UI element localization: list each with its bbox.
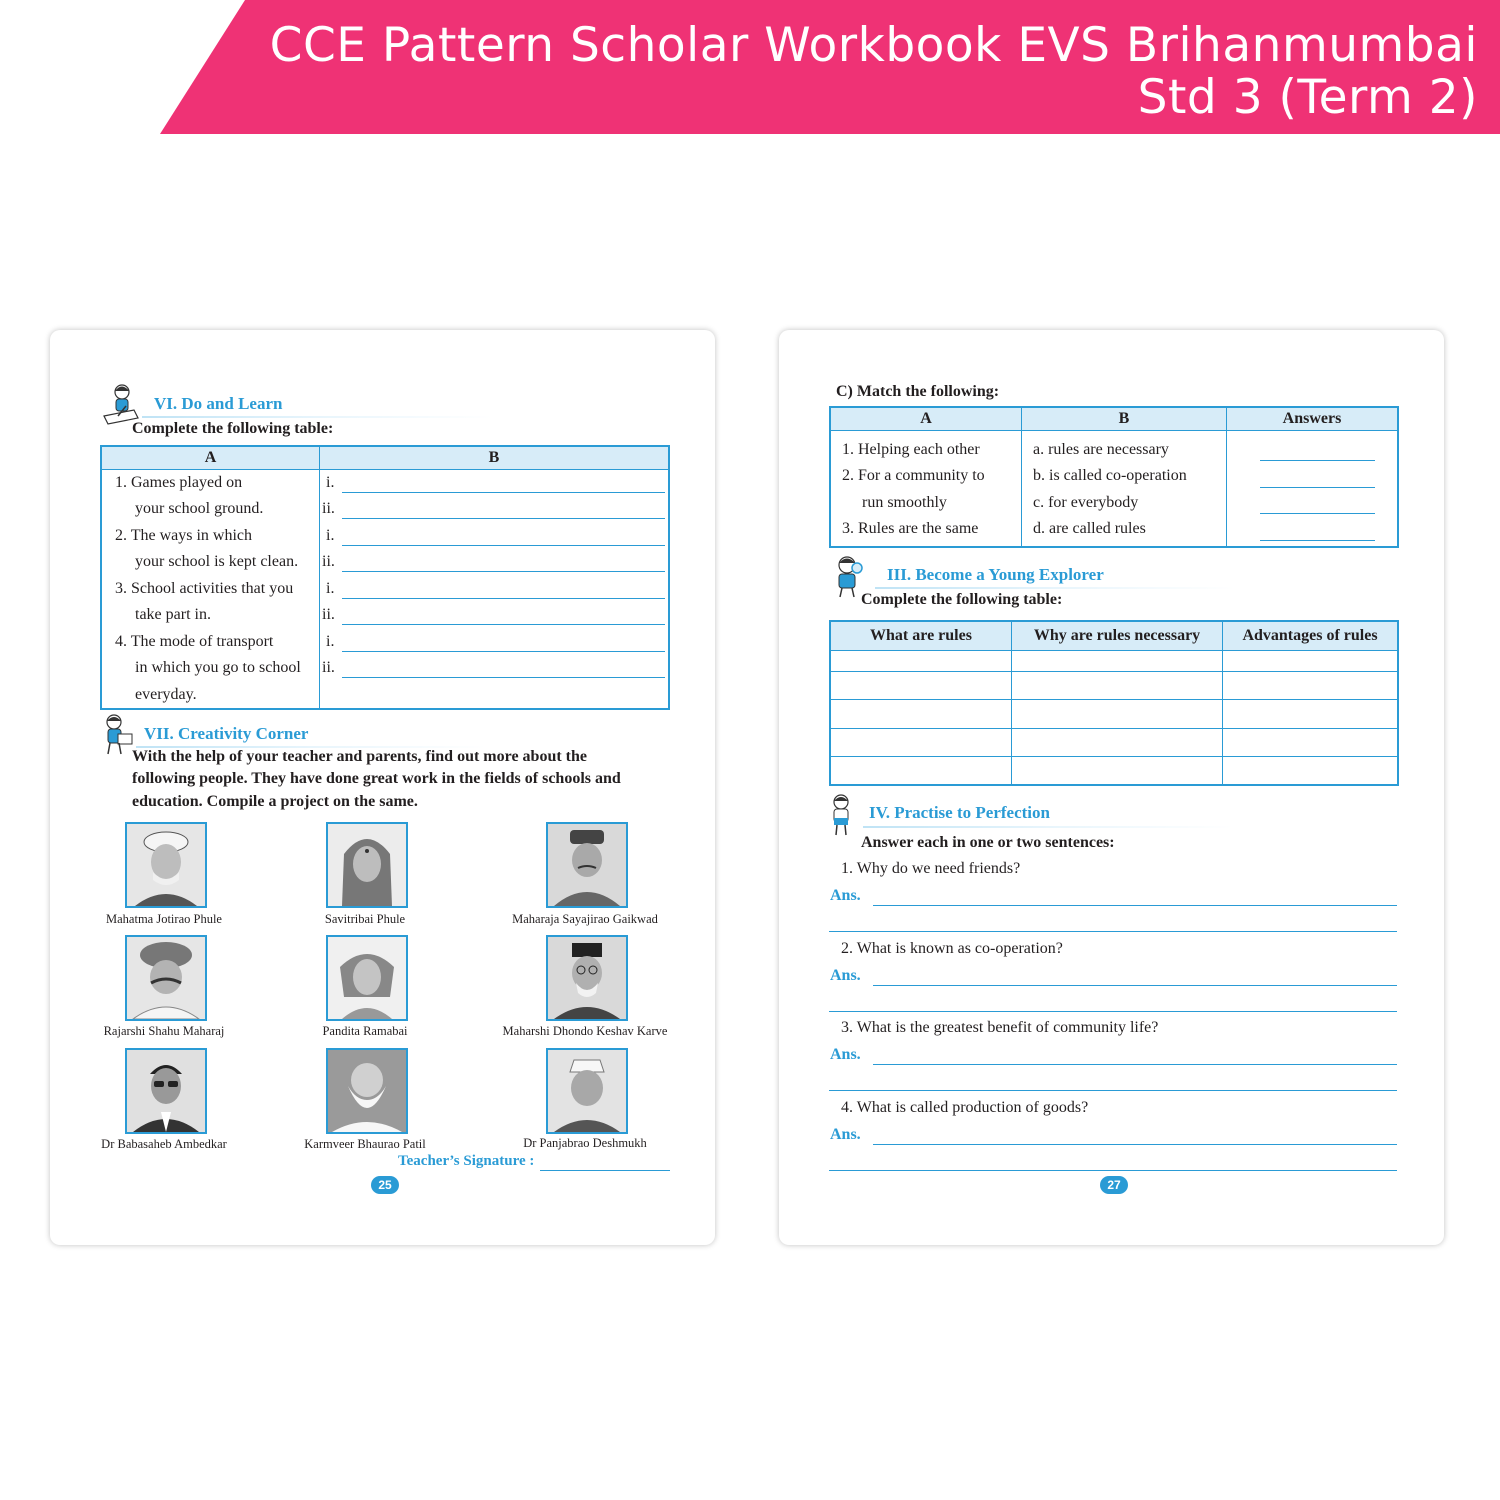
banner-title-line1: CCE Pattern Scholar Workbook EVS Brihanmumbai	[269, 18, 1478, 73]
table-a-line: in which you go to school	[135, 659, 301, 676]
page-number: 27	[1100, 1176, 1128, 1194]
answer-blank[interactable]	[342, 492, 665, 493]
portrait-mahatma-jotirao-phule	[125, 822, 207, 908]
match-answers-cell	[1227, 431, 1399, 548]
answer-blank[interactable]	[342, 518, 665, 519]
left-page	[50, 330, 715, 1245]
answer-line[interactable]	[829, 931, 1397, 932]
table-b-numeral: ii.	[322, 500, 335, 517]
table-b-numeral: ii.	[322, 606, 335, 623]
answer-label: Ans.	[830, 967, 861, 984]
caption-person: Dr Panjabrao Deshmukh	[523, 1136, 647, 1150]
answer-blank[interactable]	[342, 545, 665, 546]
portrait-rajarshi-shahu-maharaj	[125, 935, 207, 1021]
match-column-b-header: B	[1022, 407, 1227, 431]
answer-blank[interactable]	[342, 571, 665, 572]
table-b-numeral: i.	[326, 633, 335, 650]
portrait-pandita-ramabai	[326, 935, 408, 1021]
caption-person: Maharaja Sayajirao Gaikwad	[512, 912, 658, 926]
answer-blank[interactable]	[342, 598, 665, 599]
rules-header-why: Why are rules necessary	[1012, 621, 1223, 651]
caption-person: Maharshi Dhondo Keshav Karve	[502, 1024, 668, 1038]
right-page	[779, 330, 1444, 1245]
answer-blank[interactable]	[342, 624, 665, 625]
match-title: C) Match the following:	[836, 383, 1000, 400]
portrait-maharshi-dhondo-keshav-karve	[546, 935, 628, 1021]
table-b-numeral: i.	[326, 474, 335, 491]
match-column-a-header: A	[830, 407, 1022, 431]
table-b-numeral: i.	[326, 527, 335, 544]
child-mascot-icon	[829, 792, 869, 836]
match-a-item: 2. For a community to	[842, 467, 985, 484]
rules-row-line	[831, 756, 1397, 757]
teacher-signature-blank[interactable]	[540, 1170, 670, 1171]
column-b-header: B	[320, 446, 670, 470]
rules-row-line	[831, 699, 1397, 700]
rules-row-line	[831, 671, 1397, 672]
section-6-rule	[142, 416, 492, 418]
page-number: 25	[371, 1176, 399, 1194]
portrait-dr-panjabrao-deshmukh	[546, 1048, 628, 1134]
answer-line[interactable]	[829, 1170, 1397, 1171]
answer-label: Ans.	[830, 887, 861, 904]
match-answer-blank[interactable]	[1260, 513, 1375, 514]
section-3-title: III. Become a Young Explorer	[887, 565, 1104, 584]
match-b-item: a. rules are necessary	[1033, 441, 1169, 458]
answer-blank[interactable]	[342, 677, 665, 678]
question-text: 1. Why do we need friends?	[841, 860, 1021, 877]
table-a-line: 1. Games played on	[115, 474, 243, 491]
section-3-instruction: Complete the following table:	[861, 591, 1063, 608]
caption-person: Dr Babasaheb Ambedkar	[101, 1137, 227, 1151]
caption-person: Rajarshi Shahu Maharaj	[103, 1024, 225, 1038]
column-a-header: A	[101, 446, 320, 470]
section-7-line2: following people. They have done great work in the fields of schools and	[132, 770, 621, 787]
portrait-savitribai-phule	[326, 822, 408, 908]
match-answers-header: Answers	[1227, 407, 1399, 431]
match-a-item: 3. Rules are the same	[842, 520, 979, 537]
match-b-item: d. are called rules	[1033, 520, 1146, 537]
match-b-item: b. is called co-operation	[1033, 467, 1187, 484]
question-text: 4. What is called production of goods?	[841, 1099, 1089, 1116]
question-text: 3. What is the greatest benefit of community life?	[841, 1019, 1159, 1036]
caption-person: Savitribai Phule	[324, 912, 406, 926]
answer-line[interactable]	[873, 1144, 1397, 1145]
match-answer-blank[interactable]	[1260, 487, 1375, 488]
portrait-dr-babasaheb-ambedkar	[125, 1048, 207, 1134]
section-7-title: VII. Creativity Corner	[144, 724, 309, 743]
table-a-line: 3. School activities that you	[115, 580, 294, 597]
section-7-line3: education. Compile a project on the same.	[132, 793, 418, 810]
table-a-line: 2. The ways in which	[115, 527, 253, 544]
answer-line[interactable]	[829, 1011, 1397, 1012]
portrait-maharaja-sayajirao-gaikwad	[546, 822, 628, 908]
table-a-line: 4. The mode of transport	[115, 633, 274, 650]
banner-title-line2: Std 3 (Term 2)	[1137, 70, 1478, 125]
teacher-signature-label: Teacher’s Signature :	[398, 1153, 535, 1169]
section-4-rule	[863, 826, 1233, 828]
table-b-numeral: ii.	[322, 659, 335, 676]
match-answer-blank[interactable]	[1260, 540, 1375, 541]
table-a-line: your school ground.	[135, 500, 264, 517]
caption-person: Karmveer Bhaurao Patil	[304, 1137, 426, 1151]
answer-label: Ans.	[830, 1126, 861, 1143]
table-a-line: everyday.	[135, 686, 197, 703]
caption-person: Mahatma Jotirao Phule	[106, 912, 222, 926]
section-4-instruction: Answer each in one or two sentences:	[861, 834, 1115, 851]
match-a-item: run smoothly	[862, 494, 947, 511]
section-6-title: VI. Do and Learn	[154, 394, 283, 413]
rules-header-advantages: Advantages of rules	[1223, 621, 1399, 651]
rules-row-line	[831, 728, 1397, 729]
section-7-line1: With the help of your teacher and parents, find out more about the	[132, 748, 587, 765]
match-answer-blank[interactable]	[1260, 460, 1375, 461]
table-a-line: take part in.	[135, 606, 211, 623]
section-6-instruction: Complete the following table:	[132, 420, 334, 437]
answer-blank[interactable]	[342, 651, 665, 652]
column-b-cell	[320, 470, 670, 710]
match-a-item: 1. Helping each other	[842, 441, 980, 458]
answer-line[interactable]	[873, 985, 1397, 986]
answer-line[interactable]	[873, 1064, 1397, 1065]
title-banner	[0, 0, 1500, 134]
answer-label: Ans.	[830, 1046, 861, 1063]
section-4-title: IV. Practise to Perfection	[869, 803, 1050, 822]
answer-line[interactable]	[829, 1090, 1397, 1091]
rules-header-what: What are rules	[830, 621, 1012, 651]
section-3-rule	[875, 587, 1235, 589]
match-b-item: c. for everybody	[1033, 494, 1139, 511]
answer-line[interactable]	[873, 905, 1397, 906]
table-b-numeral: ii.	[322, 553, 335, 570]
question-text: 2. What is known as co-operation?	[841, 940, 1063, 957]
portrait-karmveer-bhaurao-patil	[326, 1048, 408, 1134]
caption-person: Pandita Ramabai	[322, 1024, 408, 1038]
table-a-line: your school is kept clean.	[135, 553, 299, 570]
rules-table	[829, 620, 1399, 786]
table-b-numeral: i.	[326, 580, 335, 597]
